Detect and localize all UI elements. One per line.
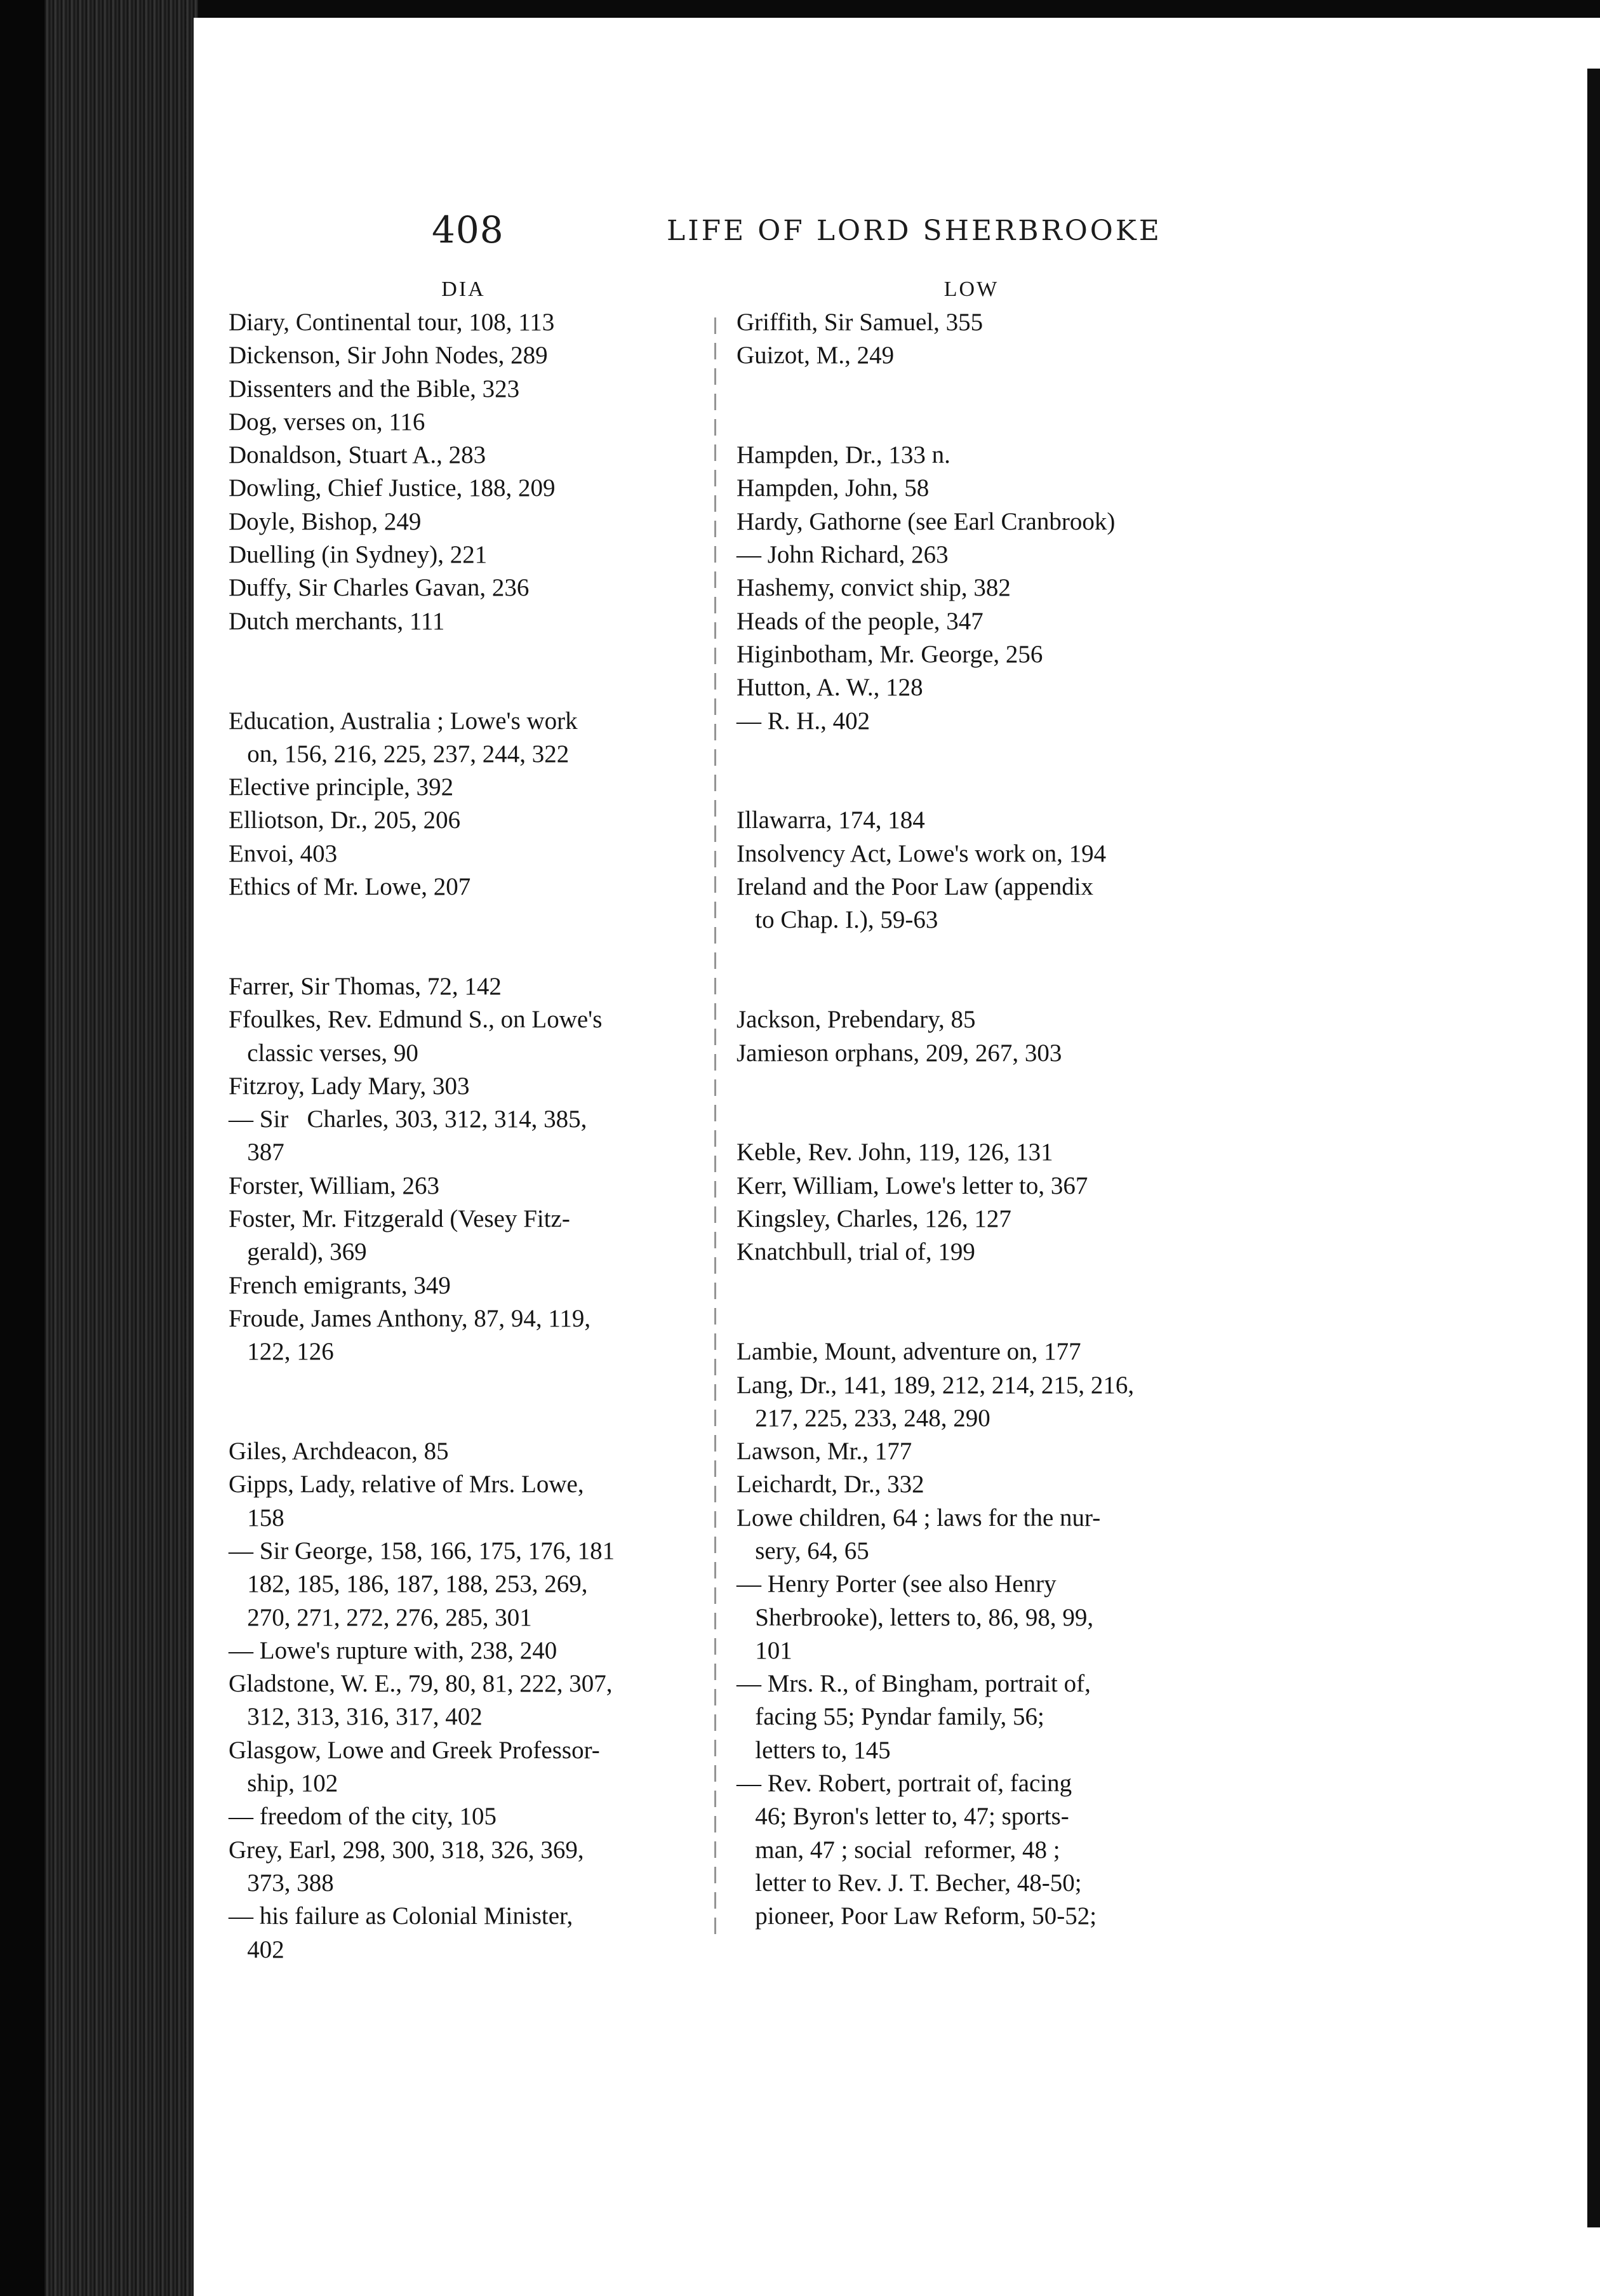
index-entry-line: 270, 271, 272, 276, 285, 301 (229, 1603, 532, 1631)
index-entry-line: Elective principle, 392 (229, 773, 454, 801)
index-entry-line: Doyle, Bishop, 249 (229, 507, 422, 535)
index-section-gap (737, 1070, 1406, 1103)
index-entries-right (737, 306, 1406, 1933)
index-entry-line: Lambie, Mount, adventure on, 177 (737, 1338, 1081, 1366)
index-entry-line: Kingsley, Charles, 126, 127 (737, 1205, 1011, 1233)
index-section-gap (737, 970, 1406, 1003)
index-entry-line: Envoi, 403 (229, 839, 338, 867)
book-title: LIFE OF LORD SHERBROOKE (667, 215, 1162, 247)
index-entry-line: — Mrs. R., of Bingham, portrait of, (737, 1670, 1091, 1698)
index-entry-line: Jackson, Prebendary, 85 (737, 1006, 976, 1034)
index-entry-line: 217, 225, 233, 248, 290 (737, 1404, 990, 1432)
index-entry-line: classic verses, 90 (229, 1039, 418, 1067)
index-entry-line: Higinbotham, Mr. George, 256 (737, 640, 1043, 668)
index-entry-line: — his failure as Colonial Minister, (229, 1902, 573, 1930)
index-entry-line: 46; Byron's letter to, 47; sports- (737, 1803, 1069, 1831)
index-entry-line: Dowling, Chief Justice, 188, 209 (229, 474, 556, 502)
index-entry-line: Gladstone, W. E., 79, 80, 81, 222, 307, (229, 1670, 613, 1698)
index-entry-line: 387 (229, 1138, 284, 1166)
index-entry-line: Ireland and the Poor Law (appendix (737, 873, 1094, 901)
index-entry-line: to Chap. I.), 59-63 (737, 906, 938, 934)
index-entry-line: Farrer, Sir Thomas, 72, 142 (229, 972, 502, 1000)
index-entry-line: Foster, Mr. Fitzgerald (Vesey Fitz- (229, 1205, 570, 1233)
index-entry-line: Jamieson orphans, 209, 267, 303 (737, 1039, 1062, 1067)
index-entry-line: Illawarra, 174, 184 (737, 806, 925, 834)
index-entry-line: Glasgow, Lowe and Greek Professor- (229, 1736, 600, 1764)
index-entry-line: Ffoulkes, Rev. Edmund S., on Lowe's (229, 1006, 603, 1034)
index-entry-line: 158 (229, 1504, 284, 1532)
index-section-gap (737, 406, 1406, 439)
index-entry-line: on, 156, 216, 225, 237, 244, 322 (229, 740, 570, 768)
index-entry-line: Duelling (in Sydney), 221 (229, 541, 488, 569)
index-entry-line: Education, Australia ; Lowe's work (229, 707, 578, 735)
index-entry-line: gerald), 369 (229, 1238, 367, 1266)
index-entry-line: — Sir George, 158, 166, 175, 176, 181 (229, 1537, 615, 1565)
index-entry-line: Elliotson, Dr., 205, 206 (229, 806, 461, 834)
index-entry-line: Lawson, Mr., 177 (737, 1438, 912, 1465)
index-entry-line: Froude, James Anthony, 87, 94, 119, (229, 1304, 591, 1332)
index-entry-line: letters to, 145 (737, 1736, 891, 1764)
index-entry-line: — Henry Porter (see also Henry (737, 1570, 1057, 1598)
book-binding-shadow (0, 0, 44, 2296)
index-entry-line: Sherbrooke), letters to, 86, 98, 99, (737, 1603, 1094, 1631)
index-entry-line: Heads of the people, 347 (737, 607, 983, 635)
index-entry-line: sery, 64, 65 (737, 1537, 869, 1565)
index-section-gap (737, 1302, 1406, 1335)
index-entry-line: Lang, Dr., 141, 189, 212, 214, 215, 216, (737, 1371, 1135, 1399)
index-entry-line: — John Richard, 263 (737, 541, 949, 569)
index-entry-line: 122, 126 (229, 1338, 334, 1366)
index-entry-line: Hardy, Gathorne (see Earl Cranbrook) (737, 507, 1116, 535)
index-entry-line: Giles, Archdeacon, 85 (229, 1438, 449, 1465)
index-entry-line: letter to Rev. J. T. Becher, 48-50; (737, 1869, 1082, 1897)
index-entry-line: Guizot, M., 249 (737, 342, 895, 370)
index-entry-line: Knatchbull, trial of, 199 (737, 1238, 975, 1266)
index-entry-line: 101 (737, 1636, 792, 1664)
index-entry-line: Diary, Continental tour, 108, 113 (229, 309, 555, 336)
index-entry-line: Kerr, William, Lowe's letter to, 367 (737, 1171, 1088, 1199)
index-entry-line: Hutton, A. W., 128 (737, 674, 923, 702)
index-entry-line: — R. H., 402 (737, 707, 870, 735)
index-section-gap (737, 771, 1406, 804)
index-entry-line: — Sir Charles, 303, 312, 314, 385, (229, 1105, 587, 1133)
index-entry-line: 182, 185, 186, 187, 188, 253, 269, (229, 1570, 588, 1598)
catchword-left: DIA (441, 277, 486, 301)
index-entry-line: Grey, Earl, 298, 300, 318, 326, 369, (229, 1836, 584, 1864)
facing-page-edge (1587, 69, 1600, 2227)
index-entry-line: Griffith, Sir Samuel, 355 (737, 309, 983, 336)
index-entry-line: ship, 102 (229, 1770, 338, 1798)
index-section-gap (737, 1103, 1406, 1136)
page-number: 408 (432, 208, 504, 251)
index-entry-line: facing 55; Pyndar family, 56; (737, 1703, 1044, 1731)
index-entry-line: Dickenson, Sir John Nodes, 289 (229, 342, 548, 370)
index-entry-line: 373, 388 (229, 1869, 334, 1897)
index-entry-line: Dog, verses on, 116 (229, 408, 425, 436)
index-entry-line: man, 47 ; social reformer, 48 ; (737, 1836, 1060, 1864)
index-entry-line: 312, 313, 316, 317, 402 (229, 1703, 483, 1731)
index-entry-line: — Lowe's rupture with, 238, 240 (229, 1636, 557, 1664)
index-entry-line: pioneer, Poor Law Reform, 50-52; (737, 1902, 1097, 1930)
index-entry-line: Leichardt, Dr., 332 (737, 1471, 924, 1498)
index-entry-line: Lowe children, 64 ; laws for the nur- (737, 1504, 1101, 1532)
index-section-gap (737, 937, 1406, 970)
index-column-right (737, 273, 1406, 1933)
running-head (194, 208, 1600, 265)
index-entry-line: Forster, William, 263 (229, 1171, 439, 1199)
index-entry-line: Keble, Rev. John, 119, 126, 131 (737, 1138, 1053, 1166)
index-entry-line: Dissenters and the Bible, 323 (229, 375, 520, 403)
index-entry-line: Fitzroy, Lady Mary, 303 (229, 1072, 470, 1100)
index-section-gap (737, 738, 1406, 771)
index-entry-line: Insolvency Act, Lowe's work on, 194 (737, 839, 1107, 867)
index-entry-line: Hampden, Dr., 133 n. (737, 441, 950, 469)
index-section-gap (737, 373, 1406, 406)
index-entry-line: Ethics of Mr. Lowe, 207 (229, 873, 471, 901)
index-entry-line: Dutch merchants, 111 (229, 607, 445, 635)
index-entry-line: Hampden, John, 58 (737, 474, 930, 502)
index-entry-line: Hashemy, convict ship, 382 (737, 574, 1011, 602)
index-entry-line: Donaldson, Stuart A., 283 (229, 441, 486, 469)
index-entry-line: — freedom of the city, 105 (229, 1803, 497, 1831)
index-entry-line: Duffy, Sir Charles Gavan, 236 (229, 574, 530, 602)
catchword-right: LOW (943, 277, 999, 301)
index-entry-line: French emigrants, 349 (229, 1271, 451, 1299)
index-entry-line: — Rev. Robert, portrait of, facing (737, 1770, 1072, 1798)
index-section-gap (737, 1269, 1406, 1302)
index-entry-line: 402 (229, 1935, 284, 1963)
index-entry-line: Gipps, Lady, relative of Mrs. Lowe, (229, 1471, 584, 1498)
